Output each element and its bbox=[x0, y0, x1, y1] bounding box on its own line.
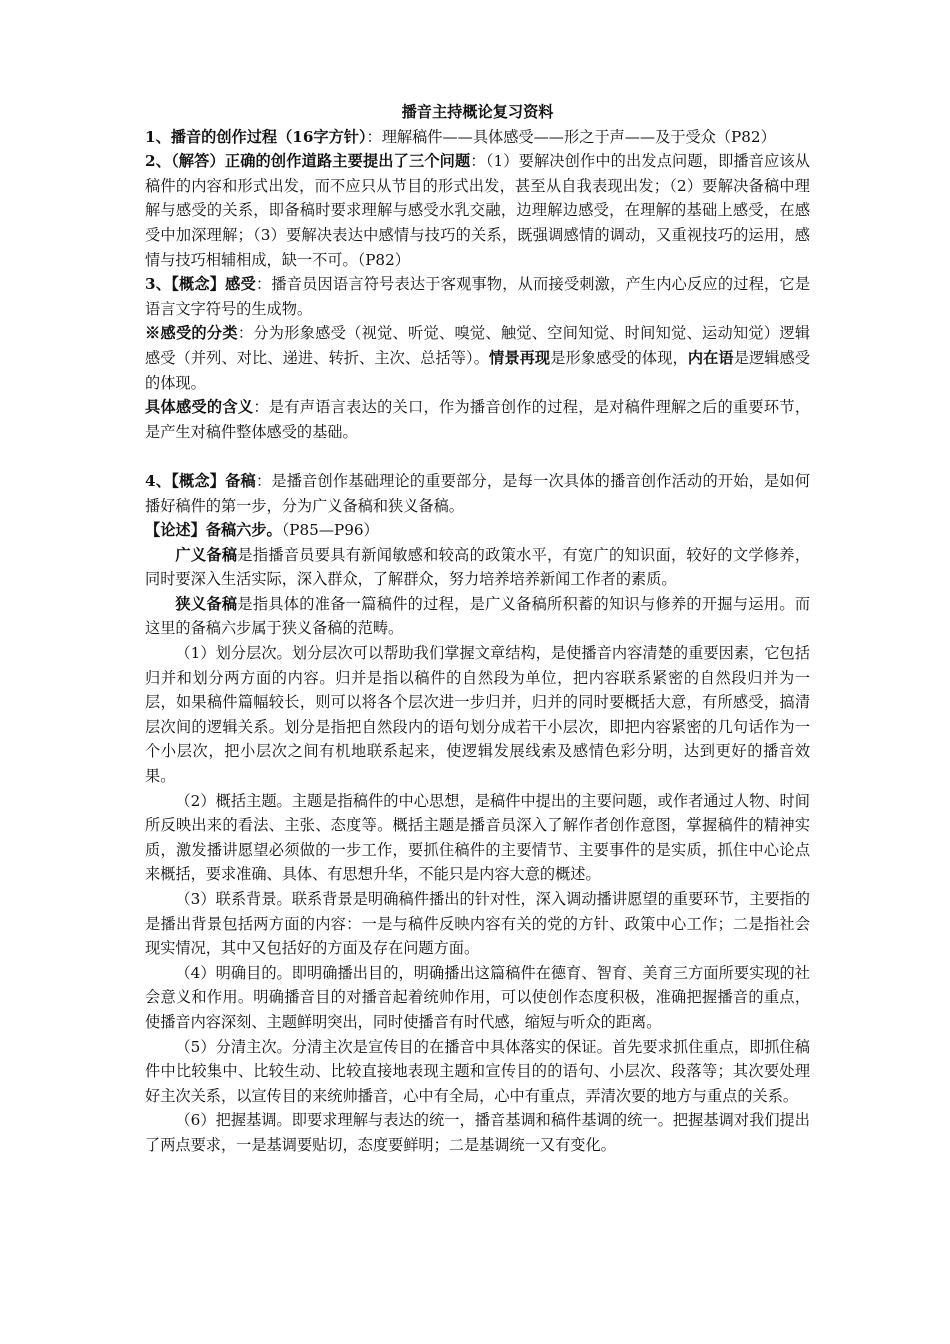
classification-body-3: 是逻辑感受的体现。 bbox=[145, 348, 811, 392]
step-6-paragraph: （6）把握基调。即要求理解与表达的统一，播音基调和稿件基调的统一。把握基调对我们提出了两点要求，一是基调要贴切，态度要鲜明；二是基调统一又有变化。 bbox=[145, 1111, 810, 1154]
section-1-heading: 1、播音的创作过程（16字方针） bbox=[145, 127, 367, 146]
section-2-heading: 2、（解答）正确的创作道路主要提出了三个问题 bbox=[145, 152, 471, 171]
classification-bold-1: 情景再现 bbox=[489, 348, 551, 367]
classification-bold-2: 内在语 bbox=[687, 348, 734, 367]
section-4-body: ：是播音创作基础理论的重要部分，是每一次具体的播音创作活动的开始，是如何播好稿件的第一步，分为广义备稿和狭义备稿。 bbox=[145, 471, 811, 515]
essay-pages: （P85—P96） bbox=[281, 521, 379, 540]
section-3-heading: 3、【概念】感受 bbox=[145, 275, 256, 294]
narrow-prep-paragraph bbox=[145, 592, 810, 641]
classification-body-1: ：分为形象感受（视觉、听觉、嗅觉、触觉、空间知觉、时间知觉、运动知觉）逻辑感受（并列、对比、递进、转折、主次、总括等）。 bbox=[145, 324, 811, 367]
section-2 bbox=[145, 149, 810, 272]
broad-prep-body: 是指播音员要具有新闻敏感和较高的政策水平，有宽广的知识面，较好的文学修养，同时要深入生活实际，深入群众，了解群众，努力培养培养新闻工作者的素质。 bbox=[145, 545, 811, 589]
broad-prep-heading: 广义备稿 bbox=[175, 545, 238, 564]
section-3-classification bbox=[145, 321, 810, 395]
section-1 bbox=[145, 125, 810, 150]
classification-body-2: 是形象感受的体现， bbox=[550, 348, 688, 367]
section-3-body: ：播音员因语言符号表达于客观事物，从而接受刺激，产生内心反应的过程，它是语言文字符号的生成物。 bbox=[145, 275, 811, 318]
document-title: 播音主持概论复习资料 bbox=[401, 103, 554, 121]
step-2-paragraph: （2）概括主题。主题是指稿件的中心思想，是稿件中提出的主要问题，或作者通过人物、时间所反映出来的看法、主张、态度等。概括主题是播音员深入了解作者创作意图，掌握稿件的精神实质，激发播讲愿望必须做的一步工作，要抓住稿件的主要情节、主要事件的是实质，抓住中心论点来概括，要求准确、具体、有思想升华，不能只是内容大意的概述。 bbox=[145, 791, 810, 884]
step-3-paragraph: （3）联系背景。联系背景是明确稿件播出的针对性，深入调动播讲愿望的重要环节，主要指的是播出背景包括两方面的内容：一是与稿件反映内容有关的党的方针、政策中心工作；二是指社会现实情况，其中又包括好的方面及存在问题方面。 bbox=[145, 890, 810, 958]
narrow-prep-heading: 狭义备稿 bbox=[175, 594, 238, 613]
blank-line bbox=[145, 444, 810, 469]
section-1-body: ：理解稿件——具体感受——形之于声——及于受众（P82） bbox=[366, 127, 776, 146]
broad-prep-paragraph bbox=[145, 543, 810, 592]
section-3-meaning bbox=[145, 395, 810, 444]
step-1-paragraph: （1）划分层次。划分层次可以帮助我们掌握文章结构，是使播音内容清楚的重要因素，它包括归并和划分两方面的内容。归并是指以稿件的自然段为单位，把内容联系紧密的自然段归并为一层，如果稿件篇幅较长，则可以将各个层次进一步归并，归并的同时要概括大意，有所感受，搞清层次间的逻辑关系。划分是指把自然段内的语句划分成若干小层次，即把内容紧密的几句话作为一个小层次，把小层次之间有机地联系起来，使逻辑发展线索及感情色彩分明，达到更好的播音效果。 bbox=[145, 644, 810, 786]
meaning-body: ：是有声语言表达的关口，作为播音创作的过程，是对稿件理解之后的重要环节，是产生对稿件整体感受的基础。 bbox=[145, 398, 811, 441]
classification-heading: ※感受的分类 bbox=[145, 324, 238, 343]
essay-heading: 【论述】备稿六步。 bbox=[145, 521, 282, 540]
step-5-paragraph: （5）分清主次。分清主次是宣传目的在播音中具体落实的保证。首先要求抓住重点，即抓住稿件中比较集中、比较生动、比较直接地表现主题和宣传目的的语句、小层次、段落等；其次要处理好主次关系，以宣传目的来统帅播音，心中有全局，心中有重点，弄清次要的地方与重点的关系。 bbox=[145, 1037, 810, 1105]
section-3 bbox=[145, 272, 810, 321]
section-2-body: ：（1）要解决创作中的出发点问题，即播音应该从稿件的内容和形式出发，而不应只从节目的形式出发，甚至从自我表现出发；（2）要解决备稿中理解与感受的关系，即备稿时要求理解与感受水乳交融，边理解边感受，在理解的基础上感受，在感受中加深理解；（3）要解决表达中感情与技巧的关系，既强调感情的调动，又重视技巧的运用，感情与技巧相辅相成，缺一不可。（P82） bbox=[145, 152, 810, 269]
narrow-prep-body: 是指具体的准备一篇稿件的过程，是广义备稿所积蓄的知识与修养的开掘与运用。而这里的备稿六步属于狭义备稿的范畴。 bbox=[145, 594, 811, 638]
section-4 bbox=[145, 469, 810, 518]
section-4-essay bbox=[145, 518, 810, 543]
meaning-heading: 具体感受的含义 bbox=[145, 398, 254, 417]
step-4-paragraph: （4）明确目的。即明确播出目的，明确播出这篇稿件在德育、智育、美育三方面所要实现的社会意义和作用。明确播音目的对播音起着统帅作用，可以使创作态度积极，准确把握播音的重点，使播音内容深刻、主题鲜明突出，同时使播音有时代感，缩短与听众的距离。 bbox=[145, 963, 810, 1031]
document-page bbox=[145, 100, 810, 1158]
section-4-heading: 4、【概念】备稿 bbox=[145, 471, 256, 490]
